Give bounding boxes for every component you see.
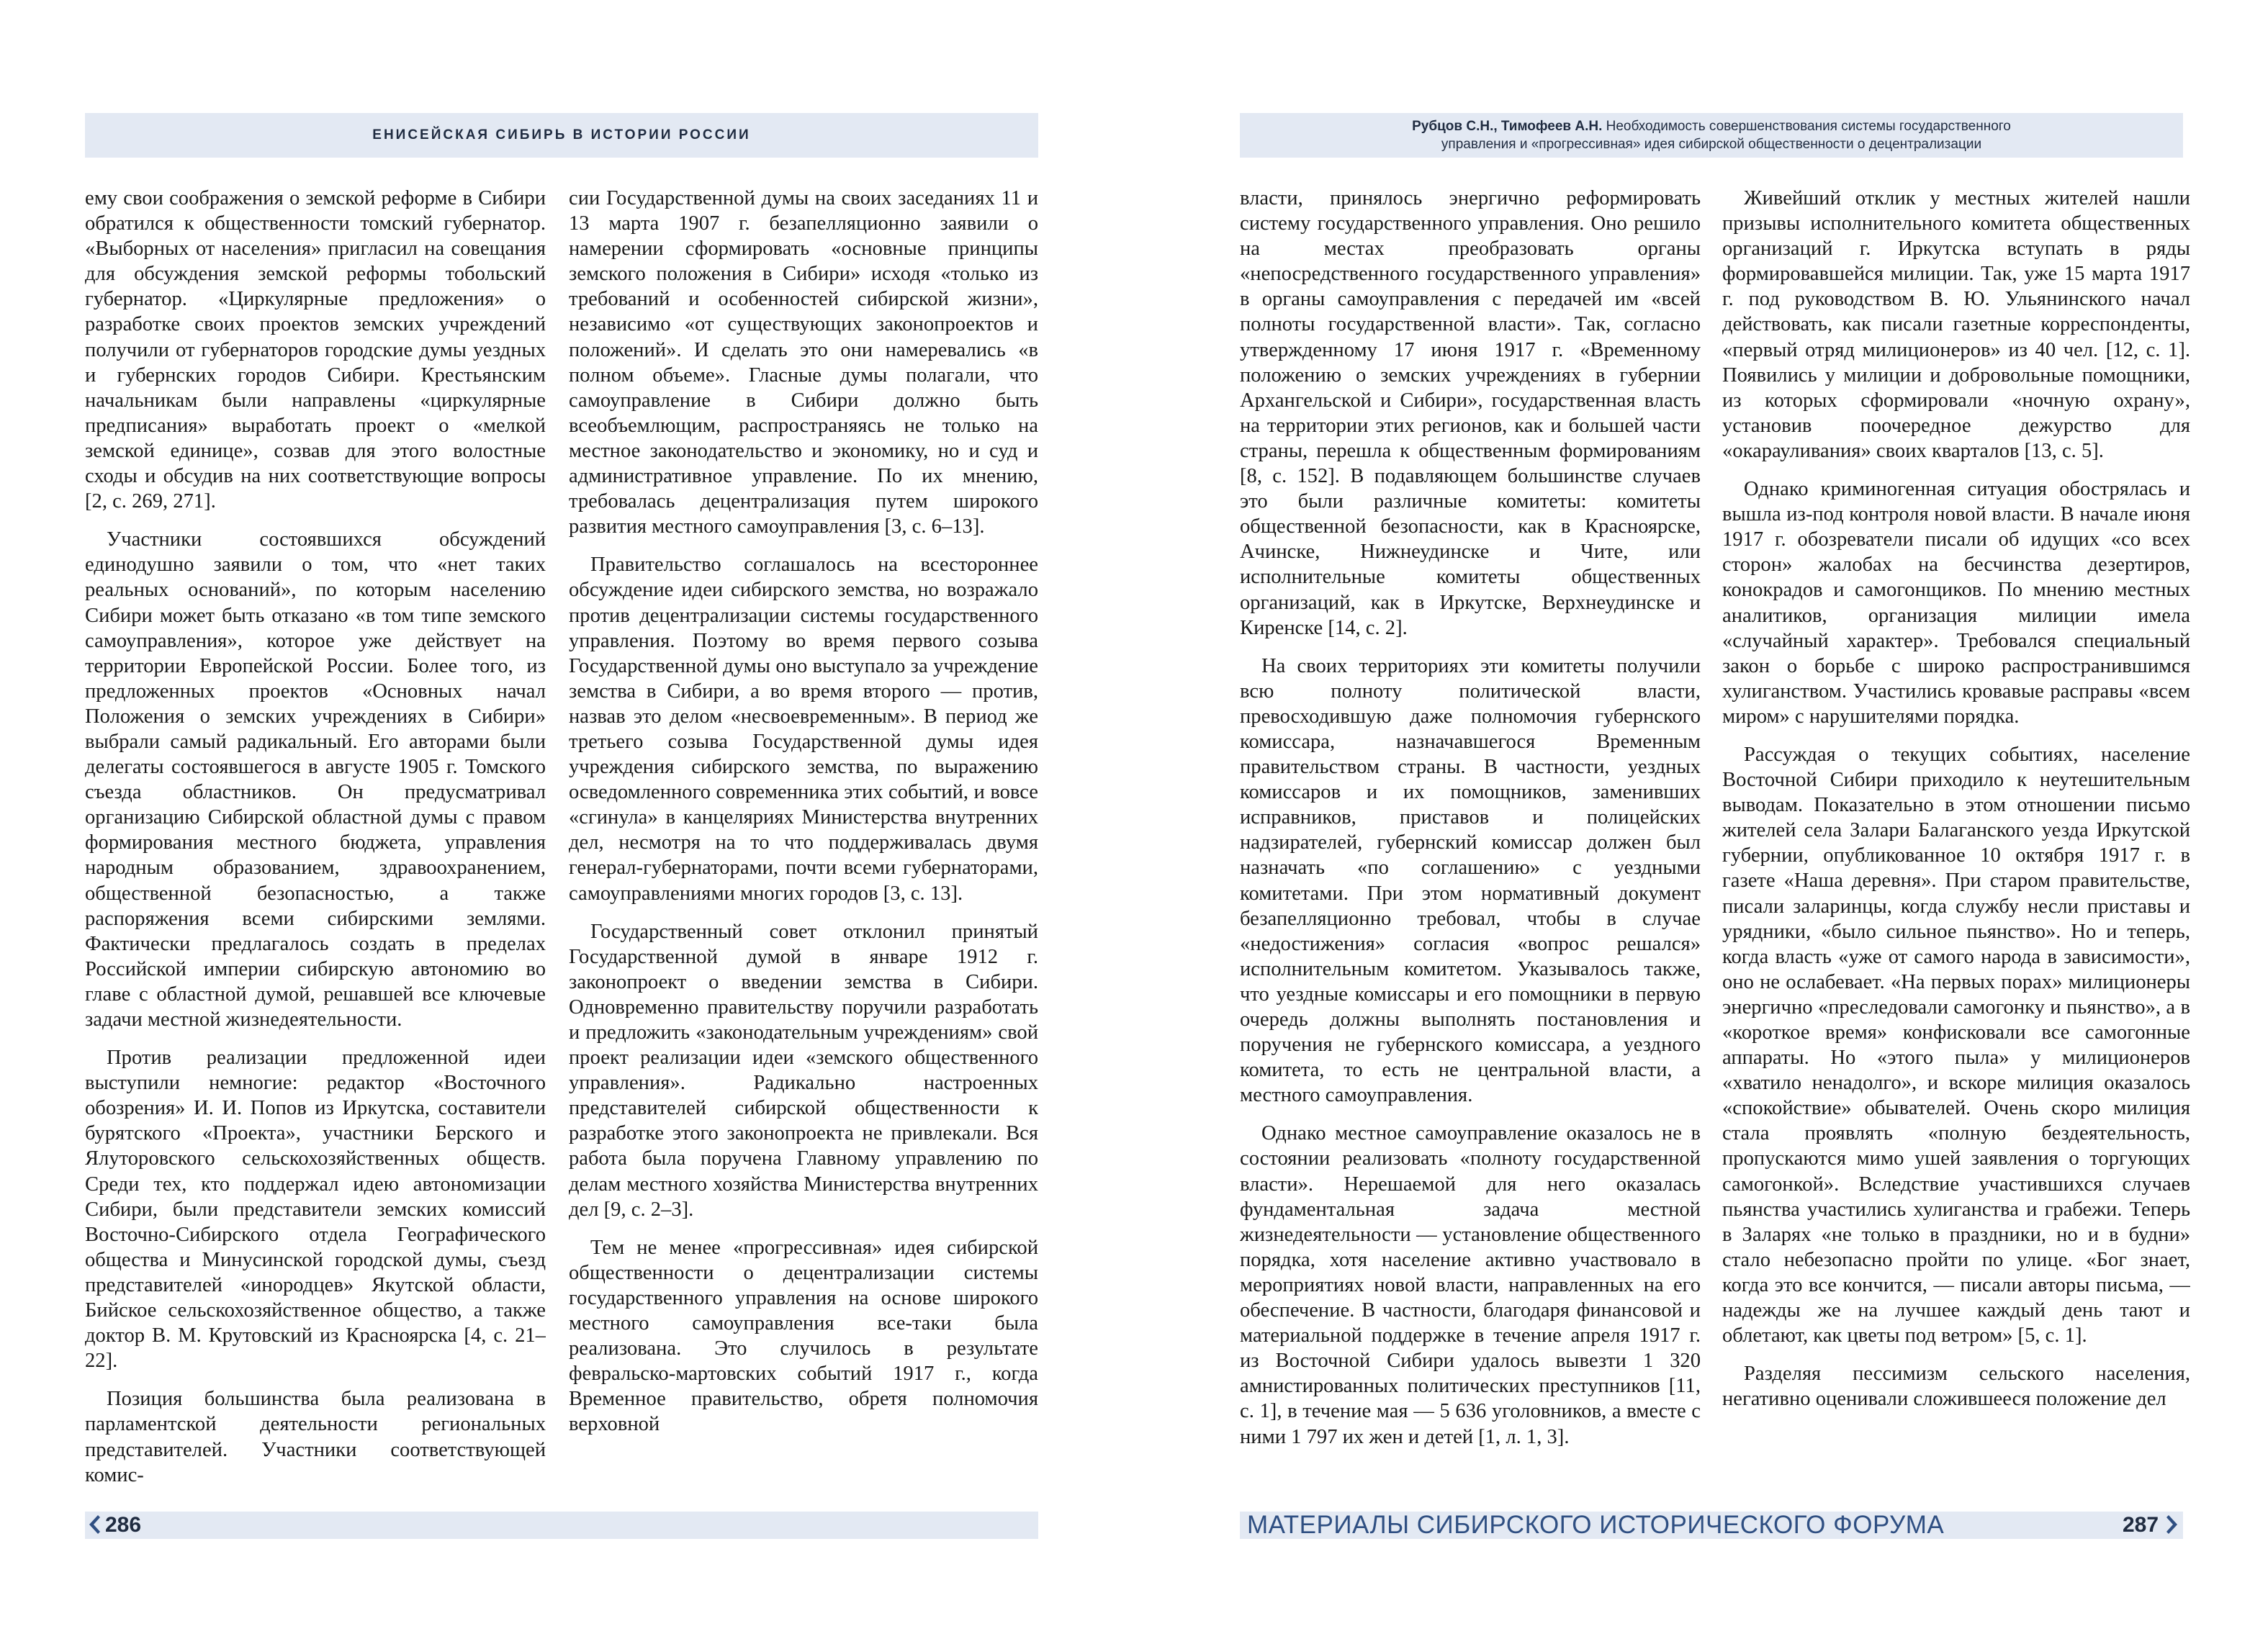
page-number-left: 286	[105, 1513, 142, 1537]
paragraph: Правительство соглашалось на всестороннее обсуждение идеи сибирского земства, но возражало против децентрализации системы государственного управления. Поэтому во время первого созыва Государственной думы оно выступало за учреждение земства в Сибири, а во время второго — против, назвав это делом «несвоевременным». В период же третьего созыва Государственной думы идея учреждения сибирского земства, по выражению осведомленного современника этих событий, и вовсе «сгинула» в канцеляриях Министерства внутренних дел, несмотря на то что поддерживалась двумя генерал-губернаторами, почти всеми губернаторами, самоуправлениями многих городов [3, с. 13].	[569, 554, 1038, 905]
paragraph: Государственный совет отклонил принятый Государственной думой в январе 1912 г. законопроект о введении земства в Сибири. Одновременно правительству поручили разработать и предложить «законодательным учреждениям» свой проект реализации идеи «земского общественного управления». Радикально настроенных представителей сибирской общественности к разработке этого законопроекта не привлекали. Вся работа была поручена Главному управлению по делам местного хозяйства Министерства внутренних дел [9, с. 2–3].	[569, 920, 1038, 1221]
paragraph: власти, принялось энергично реформировать систему государственного управления. Оно решило на местах преобразовать органы «непосредственного государственного управления» в органы самоуправления с передачей им «всей полноты государственной власти». Так, согласно утвержденному 17 июня 1917 г. «Временному положению о земских учреждениях в губернии Архангельской и Сибири», государственная власть на территории этих регионов, как и большей части страны, перешла к общественным формированиям [8, с. 152]. В подавляющем большинстве случаев это были различные комитеты: комитеты общественной безопасности, как в Красноярске, Ачинске, Нижнеудинске и Чите, или исполнительные комитеты общественных организаций, как в Иркутске, Верхнеудинске и Киренске [14, с. 2].	[1240, 187, 1701, 639]
chevron-right-icon	[2166, 1514, 2180, 1535]
paragraph: Позиция большинства была реализована в парламентской деятельности региональных представителей. Участники соответствующей комис-	[85, 1388, 546, 1486]
running-head-right	[1240, 113, 2183, 158]
paragraph: Против реализации предложенной идеи выступили немногие: редактор «Восточного обозрения» И. И. Попов из Иркутска, составители бурятского «Проекта», участники Берского и Ялуторовского сельскохозяйственных обществ. Среди тех, кто поддержал идею автономизации Сибири, были представители земских комиссий Восточно-Сибирского отдела Географического общества и Минусинской городской думы, съезд представителей «инородцев» Якутской области, Бийское сельскохозяйственное общество, а также доктор В. М. Крутовский из Красноярска [4, с. 21–22].	[85, 1047, 546, 1373]
paragraph: Участники состоявшихся обсуждений единодушно заявили о том, что «нет таких реальных оснований», по которым населению Сибири может быть отказано «в том типе земского самоуправления», которое уже действует на территории Европейской России. Более того, из предложенных проектов «Основных начал Положения о земских учреждениях в Сибири» выбрали самый радикальный. Его авторами были делегаты состоявшегося в августе 1905 г. Томского съезда областников. Он предусматривал организацию Сибирской областной думы с правом формирования местного бюджета, управления народным образованием, здравоохранением, общественной безопасностью, а также распоряжения всеми сибирскими землями. Фактически предлагалось создать в пределах Российской империи сибирскую автономию во главе с областной думой, решавшей все ключевые задачи местной жизнедеятельности.	[85, 528, 546, 1031]
paragraph: Рассуждая о текущих событиях, население Восточной Сибири приходило к неутешительным выводам. Показательно в этом отношении письмо жителей села Залари Балаганского уезда Иркутской губернии, опубликованное 10 октября 1917 г. в газете «Наша деревня». При старом правительстве, писали заларинцы, когда службу несли приставы и урядники, «было сильное пьянство». Но и теперь, когда власть «уже от самого народа в зависимости», оно не ослабевает. «На первых порах» милиционеры энергично «преследовали самогонку и пьянство», а в «короткое время» конфисковали все самогонные аппараты. Но «этого пыла» у милиционеров «хватило ненадолго», и вскоре милиция оказалось «спокойствие» обывателей. Очень скоро милиция стала проявлять «полную бездеятельность, пропускаются мимо ушей заявления о торгующих самогонкой». Вследствие участившихся случаев пьянства участились хулиганства и грабежи. Теперь в Заларях «не только в праздники, но и в будни» стало небезопасно пройти по улице. «Бог знает, когда это все кончится, — писали авторы письма, — надежды же на лучшее каждый день тают и облетают, как цветы под ветром» [5, с. 1].	[1722, 743, 2190, 1347]
paragraph: Однако местное самоуправление оказалось не в состоянии реализовать «полноту государственной власти». Нерешаемой для него оказалась фундаментальная задача местной жизнедеятельности — установление общественного порядка, хотя население активно участвовало в мероприятиях новой власти, направленных на его обеспечение. В частности, благодаря финансовой и материальной поддержке в течение апреля 1917 г. из Восточной Сибири удалось вывезти 1 320 амнистированных политических преступников [11, с. 1], в течение мая — 5 636 уголовников, а вместе с ними 1 797 их жен и детей [1, л. 1, 3].	[1240, 1122, 1701, 1448]
paragraph: Тем не менее «прогрессивная» идея сибирской общественности о децентрализации системы государственного управления на основе широкого местного самоуправления все-таки была реализована. Это случилось в результате февральско-мартовских событий 1917 г., когда Временное правительство, обретя полномочия верховной	[569, 1236, 1038, 1436]
running-head-title-2: управления и «прогрессивная» идея сибирской общественности о децентрализации	[1441, 137, 1982, 152]
footer-journal-title: МАТЕРИАЛЫ СИБИРСКОГО ИСТОРИЧЕСКОГО ФОРУМА	[1247, 1511, 1945, 1539]
right-page-column-2	[1722, 186, 2190, 1512]
footer-band-left	[85, 1512, 1038, 1539]
running-head-right-line1	[1412, 117, 2011, 135]
paragraph: сии Государственной думы на своих заседаниях 11 и 13 марта 1907 г. безапелляционно заявили о намерении сформировать «основные принципы земского положения в Сибири» исходя «только из требований и особенностей сибирской жизни», независимо «от существующих законопроектов и положений». И сделать это они намеревались «в полном объеме». Гласные думы полагали, что самоуправление в Сибири должно быть всеобъемлющим, распространяясь не только на местное законодательство и экономику, но и суд и административное управление. По их мнению, требовалась децентрализация путем широкого развития местного самоуправления [3, с. 6–13].	[569, 187, 1038, 538]
left-page-column-1	[85, 186, 546, 1512]
page-number-right: 287	[2123, 1513, 2159, 1537]
running-head-left	[85, 113, 1038, 158]
chevron-left-icon	[86, 1514, 101, 1535]
running-head-authors: Рубцов С.Н., Тимофеев А.Н.	[1412, 119, 1603, 134]
running-head-title-1: Необходимость совершенствования системы государственного	[1606, 119, 2011, 134]
running-head-left-text: ЕНИСЕЙСКАЯ СИБИРЬ В ИСТОРИИ РОССИИ	[372, 127, 751, 143]
paragraph: Разделяя пессимизм сельского населения, негативно оценивали сложившееся положение дел	[1722, 1363, 2190, 1411]
right-page-column-1	[1240, 186, 1701, 1512]
paragraph: Однако криминогенная ситуация обострялась и вышла из-под контроля новой власти. В начале июня 1917 г. обозреватели писали об идущих «со всех сторон» жалобах на бесчинства дезертиров, конокрадов и самогонщиков. По мнению местных аналитиков, организация милиции имела «случайный характер». Требовался специальный закон о борьбе с широко распространившимся хулиганством. Участились кровавые расправы «всем миром» с нарушителями порядка.	[1722, 478, 2190, 728]
paragraph: На своих территориях эти комитеты получили всю полноту политической власти, превосходившую даже полномочия губернского комиссара, назначавшегося Временным правительством страны. В частности, уездных комиссаров и их помощников, заменивших исправников, приставов и полицейских надзирателей, губернский комиссар должен был назначать «по соглашению» с уездными комитетами. При этом нормативный документ безапелляционно требовал, чтобы в случае «недостижения» согласия «вопрос решался» исполнительным комитетом. Указывалось также, что уездные комиссары и его помощники в первую очередь должны выполнять постановления и поручения не губернского комиссара, а уездного комитета, то есть не центральной власти, а местного самоуправления.	[1240, 654, 1701, 1107]
left-page-column-2	[569, 186, 1038, 1512]
paragraph: ему свои соображения о земской реформе в Сибири обратился к общественности томский губернатор. «Выборных от населения» пригласил на совещания для обсуждения земской реформы тобольский губернатор. «Циркулярные предложения» о разработке своих проектов земских учреждений получили от губернаторов городские думы уездных и губернских городов Сибири. Крестьянским начальникам были направлены «циркулярные предписания» выработать проект о «мелкой земской единице», созвав для этого волостные сходы и обсудив на них соответствующие вопросы [2, с. 269, 271].	[85, 187, 546, 513]
paragraph: Живейший отклик у местных жителей нашли призывы исполнительного комитета общественных организаций г. Иркутска вступать в ряды формировавшейся милиции. Так, уже 15 марта 1917 г. под руководством В. Ю. Ульянинского начал действовать, как писали газетные корреспонденты, «первый отряд милиционеров» из 40 чел. [12, с. 1]. Появились у милиции и добровольные помощники, из которых сформировали «ночную охрану», установив поочередное дежурство для «окарауливания» своих кварталов [13, с. 5].	[1722, 187, 2190, 462]
